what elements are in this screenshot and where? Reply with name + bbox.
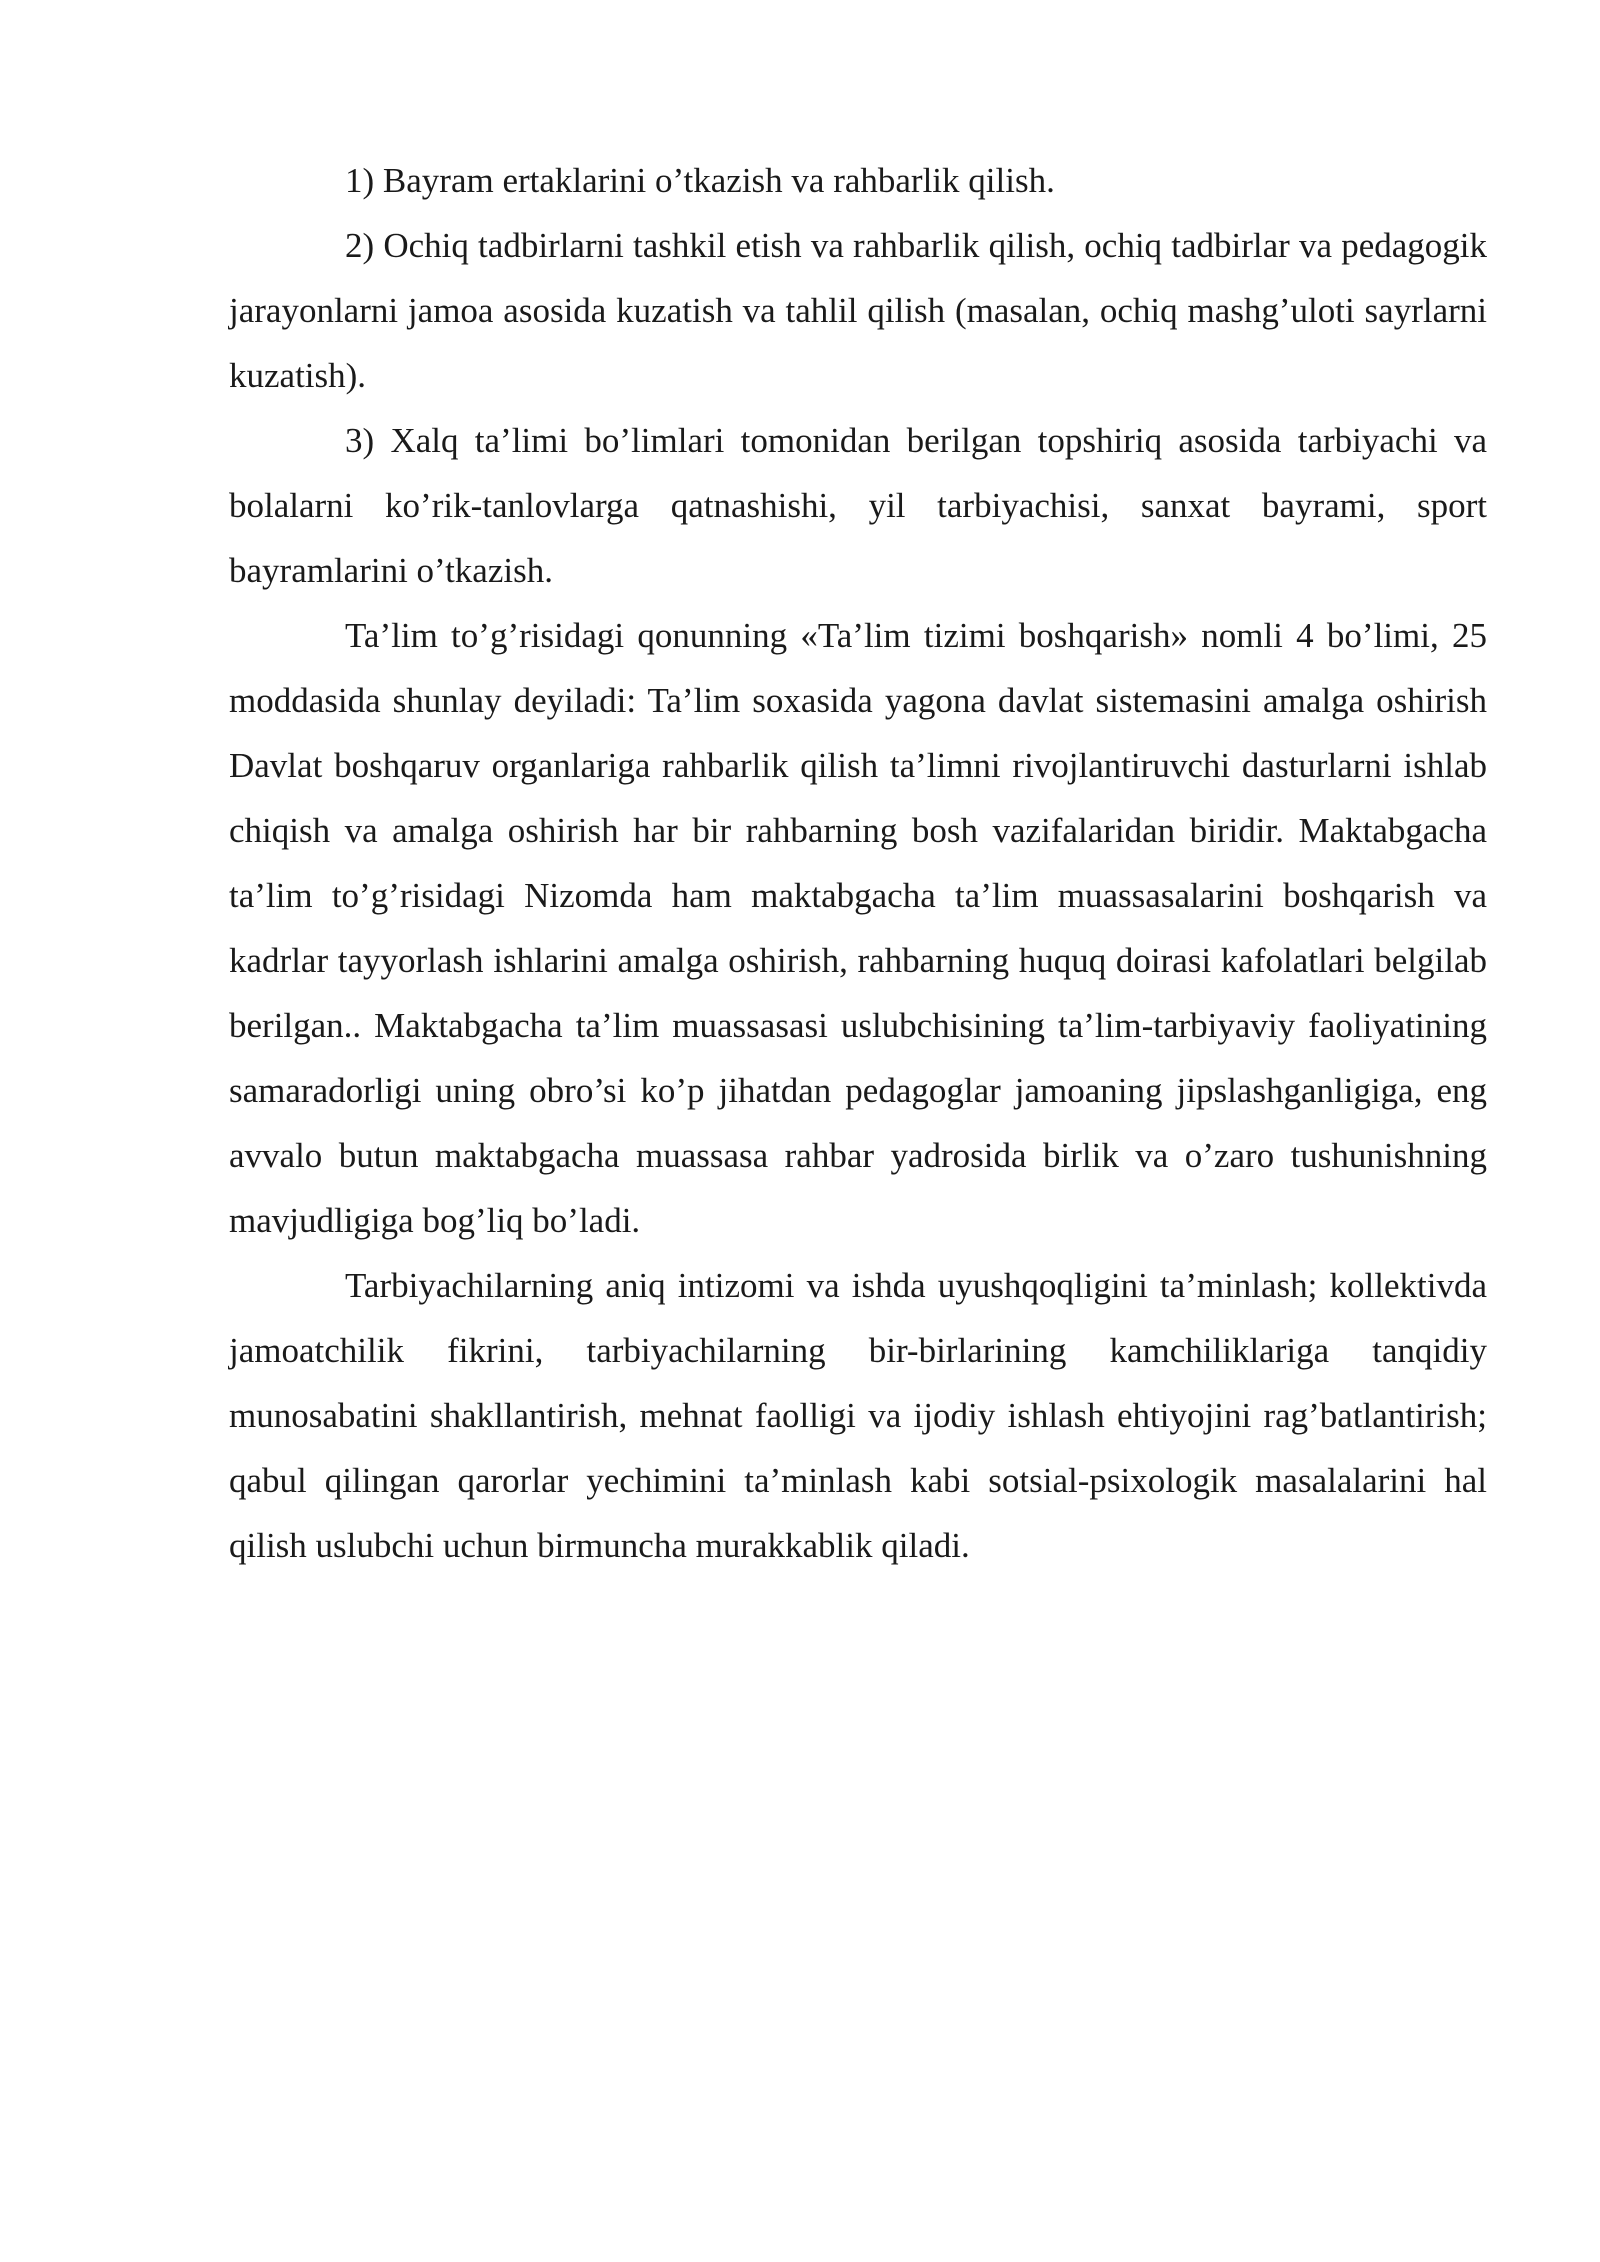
paragraph-2: 2) Ochiq tadbirlarni tashkil etish va rahbarlik qilish, ochiq tadbirlar va pedagogik jarayonlarni jamoa asosida kuzatish va tahlil qilish (masalan, ochiq mashg’uloti sayrlarni kuzatish). <box>229 226 1487 395</box>
paragraph-4: Ta’lim to’g’risidagi qonunning «Ta’lim tizimi boshqarish» nomli 4 bo’limi, 25 moddasida shunlay deyiladi: Ta’lim soxasida yagona davlat sistemasini amalga oshirish Davlat boshqaruv organlariga rahbarlik qilish ta’limni rivojlantiruvchi dasturlarni ishlab chiqish va amalga oshirish har bir rahbarning bosh vazifalaridan biridir. Maktabgacha ta’lim to’g’risidagi Nizomda ham maktabgacha ta’lim muassasalarini boshqarish va kadrlar tayyorlash ishlarini amalga oshirish, rahbarning huquq doirasi kafolatlari belgilab berilgan.. Maktabgacha ta’lim muassasasi uslubchisining ta’lim-tarbiyaviy faoliyatining samaradorligi uning obro’si ko’p jihatdan pedagoglar jamoaning jipslashganligiga, eng avvalo butun maktabgacha muassasa rahbar yadrosida birlik va o’zaro tushunishning mavjudligiga bog’liq bo’ladi. <box>229 616 1487 1240</box>
paragraph-1: 1) Bayram ertaklarini o’tkazish va rahbarlik qilish. <box>345 161 1055 200</box>
paragraph-5: Tarbiyachilarning aniq intizomi va ishda uyushqoqligini ta’minlash; kollektivda jamoatchilik fikrini, tarbiyachilarning bir-birlarining kamchiliklariga tanqidiy munosabatini shakllantirish, mehnat faolligi va ijodiy ishlash ehtiyojini rag’batlantirish; qabul qilingan qarorlar yechimini ta’minlash kabi sotsial-psixologik masalalarini hal qilish uslubchi uchun birmuncha murakkablik qiladi. <box>229 1266 1487 1565</box>
document-body <box>229 148 1487 1578</box>
paragraph-3: 3) Xalq ta’limi bo’limlari tomonidan berilgan topshiriq asosida tarbiyachi va bolalarni ko’rik-tanlovlarga qatnashishi, yil tarbiyachisi, sanxat bayrami, sport bayramlarini o’tkazish. <box>229 421 1487 590</box>
